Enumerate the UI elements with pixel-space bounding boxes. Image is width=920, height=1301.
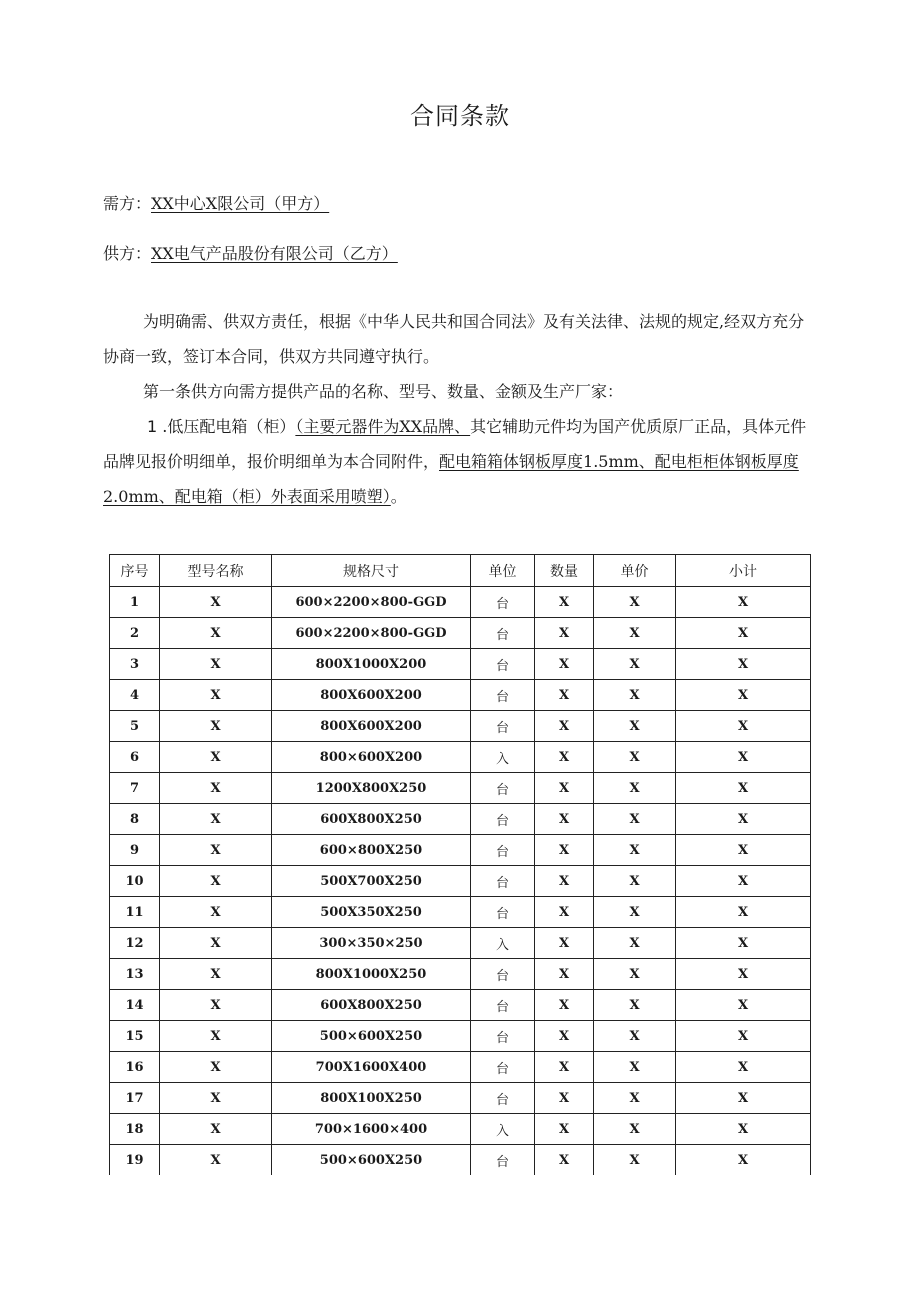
- item-underlined-brand: （主要元器件为XX品牌、: [295, 417, 471, 436]
- table-row: [110, 587, 811, 618]
- cell-price: X: [594, 711, 676, 742]
- cell-spec: 500×600X250: [272, 1021, 471, 1052]
- cell-spec: 800×600X200: [272, 742, 471, 773]
- column-header-unit: 单位: [471, 555, 535, 587]
- cell-unit: 台: [471, 804, 535, 835]
- item-one-paragraph: [103, 409, 818, 514]
- cell-spec: 600×2200×800-GGD: [272, 618, 471, 649]
- cell-unit: 台: [471, 897, 535, 928]
- cell-model: X: [160, 649, 272, 680]
- cell-subtotal: X: [676, 742, 811, 773]
- cell-model: X: [160, 1114, 272, 1145]
- cell-seq: 18: [110, 1114, 160, 1145]
- cell-price: X: [594, 587, 676, 618]
- cell-spec: 700×1600×400: [272, 1114, 471, 1145]
- cell-seq: 4: [110, 680, 160, 711]
- cell-subtotal: X: [676, 1145, 811, 1176]
- column-header-subtotal: 小计: [676, 555, 811, 587]
- cell-model: X: [160, 742, 272, 773]
- cell-model: X: [160, 866, 272, 897]
- cell-qty: X: [535, 990, 594, 1021]
- seller-label: 供方：: [103, 244, 152, 263]
- table-row: [110, 1052, 811, 1083]
- table-row: [110, 897, 811, 928]
- preamble-paragraph: 为明确需、供双方责任，根据《中华人民共和国合同法》及有关法律、法规的规定,经双方充分协商一致，签订本合同，供双方共同遵守执行。: [103, 312, 805, 366]
- cell-price: X: [594, 959, 676, 990]
- cell-price: X: [594, 649, 676, 680]
- cell-model: X: [160, 773, 272, 804]
- item-middle: 其它辅助元件均为国产优质原厂正品，具体元件品牌见报价明细单，报价明细单为本合同附件，: [103, 417, 807, 471]
- cell-subtotal: X: [676, 1114, 811, 1145]
- cell-spec: 600X800X250: [272, 990, 471, 1021]
- cell-unit: 台: [471, 990, 535, 1021]
- item-tail: 。: [390, 487, 407, 506]
- cell-model: X: [160, 680, 272, 711]
- cell-unit: 台: [471, 587, 535, 618]
- cell-subtotal: X: [676, 1083, 811, 1114]
- cell-spec: 700X1600X400: [272, 1052, 471, 1083]
- buyer-name: XX中心X限公司（甲方）: [151, 194, 330, 213]
- cell-price: X: [594, 773, 676, 804]
- cell-seq: 8: [110, 804, 160, 835]
- cell-spec: 600×800X250: [272, 835, 471, 866]
- cell-spec: 800X1000X200: [272, 649, 471, 680]
- cell-subtotal: X: [676, 959, 811, 990]
- cell-qty: X: [535, 959, 594, 990]
- cell-price: X: [594, 1114, 676, 1145]
- cell-subtotal: X: [676, 618, 811, 649]
- cell-price: X: [594, 1145, 676, 1176]
- cell-subtotal: X: [676, 1052, 811, 1083]
- cell-unit: 台: [471, 959, 535, 990]
- cell-price: X: [594, 897, 676, 928]
- cell-qty: X: [535, 1145, 594, 1176]
- table-row: [110, 866, 811, 897]
- cell-seq: 16: [110, 1052, 160, 1083]
- cell-qty: X: [535, 804, 594, 835]
- cell-subtotal: X: [676, 804, 811, 835]
- cell-unit: 台: [471, 1083, 535, 1114]
- cell-qty: X: [535, 835, 594, 866]
- cell-price: X: [594, 1083, 676, 1114]
- document-title: 合同条款: [410, 102, 510, 130]
- cell-qty: X: [535, 680, 594, 711]
- cell-unit: 台: [471, 649, 535, 680]
- cell-unit: ⼊: [471, 928, 535, 959]
- cell-subtotal: X: [676, 928, 811, 959]
- cell-unit: 台: [471, 773, 535, 804]
- cell-spec: 300×350×250: [272, 928, 471, 959]
- cell-model: X: [160, 587, 272, 618]
- table-row: [110, 1145, 811, 1176]
- cell-qty: X: [535, 773, 594, 804]
- cell-model: X: [160, 1021, 272, 1052]
- buyer-label: 需方：: [103, 194, 152, 213]
- buyer-line: [103, 191, 329, 214]
- table-row: [110, 804, 811, 835]
- cell-model: X: [160, 618, 272, 649]
- cell-spec: 800X1000X250: [272, 959, 471, 990]
- cell-model: X: [160, 959, 272, 990]
- cell-price: X: [594, 742, 676, 773]
- table-row: [110, 835, 811, 866]
- cell-price: X: [594, 680, 676, 711]
- article-one-heading: 第一条供方向需方提供产品的名称、型号、数量、金额及生产厂家：: [143, 382, 624, 401]
- table-row: [110, 773, 811, 804]
- cell-price: X: [594, 804, 676, 835]
- column-header-price: 单价: [594, 555, 676, 587]
- cell-qty: X: [535, 866, 594, 897]
- cell-price: X: [594, 1052, 676, 1083]
- table-row: [110, 680, 811, 711]
- cell-unit: 台: [471, 1052, 535, 1083]
- cell-model: X: [160, 711, 272, 742]
- table-row: [110, 959, 811, 990]
- cell-spec: 1200X800X250: [272, 773, 471, 804]
- table-row: [110, 742, 811, 773]
- cell-qty: X: [535, 1083, 594, 1114]
- cell-qty: X: [535, 711, 594, 742]
- cell-spec: 600×2200×800-GGD: [272, 587, 471, 618]
- cell-seq: 1: [110, 587, 160, 618]
- cell-subtotal: X: [676, 649, 811, 680]
- cell-seq: 7: [110, 773, 160, 804]
- item-number: 1: [147, 417, 158, 436]
- cell-qty: X: [535, 618, 594, 649]
- cell-model: X: [160, 835, 272, 866]
- column-header-qty: 数量: [535, 555, 594, 587]
- cell-model: X: [160, 1052, 272, 1083]
- cell-spec: 600X800X250: [272, 804, 471, 835]
- cell-model: X: [160, 990, 272, 1021]
- cell-subtotal: X: [676, 897, 811, 928]
- cell-seq: 13: [110, 959, 160, 990]
- cell-subtotal: X: [676, 835, 811, 866]
- cell-subtotal: X: [676, 773, 811, 804]
- seller-line: [103, 241, 398, 264]
- cell-unit: 台: [471, 711, 535, 742]
- cell-subtotal: X: [676, 866, 811, 897]
- cell-unit: 台: [471, 835, 535, 866]
- table-row: [110, 928, 811, 959]
- cell-price: X: [594, 866, 676, 897]
- cell-model: X: [160, 928, 272, 959]
- column-header-model: 型号名称: [160, 555, 272, 587]
- cell-seq: 15: [110, 1021, 160, 1052]
- cell-unit: ⼊: [471, 1114, 535, 1145]
- table-row: [110, 1114, 811, 1145]
- table-row: [110, 649, 811, 680]
- table-row: [110, 990, 811, 1021]
- cell-price: X: [594, 928, 676, 959]
- table-body: [110, 587, 811, 1176]
- cell-spec: 800X600X200: [272, 711, 471, 742]
- cell-seq: 14: [110, 990, 160, 1021]
- cell-qty: X: [535, 1114, 594, 1145]
- cell-spec: 500X700X250: [272, 866, 471, 897]
- cell-seq: 12: [110, 928, 160, 959]
- cell-seq: 3: [110, 649, 160, 680]
- cell-unit: 台: [471, 618, 535, 649]
- cell-price: X: [594, 1021, 676, 1052]
- cell-seq: 2: [110, 618, 160, 649]
- cell-spec: 800X600X200: [272, 680, 471, 711]
- product-table: [109, 554, 811, 1175]
- cell-model: X: [160, 1145, 272, 1176]
- cell-qty: X: [535, 587, 594, 618]
- cell-qty: X: [535, 1052, 594, 1083]
- cell-model: X: [160, 897, 272, 928]
- cell-unit: 台: [471, 866, 535, 897]
- cell-qty: X: [535, 742, 594, 773]
- cell-spec: 800X100X250: [272, 1083, 471, 1114]
- cell-seq: 6: [110, 742, 160, 773]
- item-underlined-spec: 配电箱箱体钢板厚度1.5mm、配电柜柜体钢板厚度2.0mm、配电箱（柜）外表面采用喷塑）: [103, 452, 799, 506]
- cell-qty: X: [535, 928, 594, 959]
- cell-unit: ⼊: [471, 742, 535, 773]
- cell-seq: 11: [110, 897, 160, 928]
- cell-seq: 19: [110, 1145, 160, 1176]
- cell-price: X: [594, 990, 676, 1021]
- cell-price: X: [594, 835, 676, 866]
- table-row: [110, 1083, 811, 1114]
- table-row: [110, 711, 811, 742]
- seller-name: XX电气产品股份有限公司（乙方）: [151, 244, 398, 263]
- cell-qty: X: [535, 649, 594, 680]
- cell-price: X: [594, 618, 676, 649]
- cell-subtotal: X: [676, 1021, 811, 1052]
- cell-unit: 台: [471, 680, 535, 711]
- cell-model: X: [160, 1083, 272, 1114]
- table-row: [110, 618, 811, 649]
- item-lead: .低压配电箱（柜）: [157, 417, 296, 436]
- column-header-seq: 序号: [110, 555, 160, 587]
- cell-qty: X: [535, 897, 594, 928]
- cell-unit: 台: [471, 1145, 535, 1176]
- cell-spec: 500X350X250: [272, 897, 471, 928]
- cell-unit: 台: [471, 1021, 535, 1052]
- cell-model: X: [160, 804, 272, 835]
- cell-subtotal: X: [676, 711, 811, 742]
- cell-subtotal: X: [676, 680, 811, 711]
- cell-seq: 9: [110, 835, 160, 866]
- table-header-row: [110, 555, 811, 587]
- cell-seq: 17: [110, 1083, 160, 1114]
- cell-subtotal: X: [676, 587, 811, 618]
- cell-spec: 500×600X250: [272, 1145, 471, 1176]
- cell-seq: 10: [110, 866, 160, 897]
- table-row: [110, 1021, 811, 1052]
- column-header-spec: 规格尺寸: [272, 555, 471, 587]
- cell-subtotal: X: [676, 990, 811, 1021]
- cell-seq: 5: [110, 711, 160, 742]
- cell-qty: X: [535, 1021, 594, 1052]
